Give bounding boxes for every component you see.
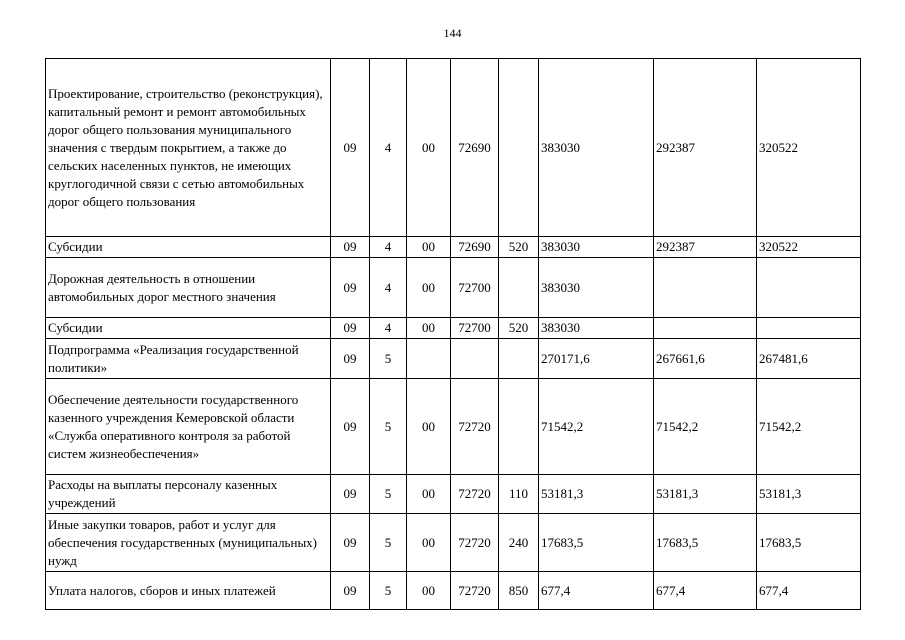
cell-subprogram: 00 [407, 475, 451, 514]
cell-direction: 72720 [451, 514, 499, 572]
cell-program: 5 [370, 572, 407, 610]
row-name: Дорожная деятельность в отношении автомобильных дорог местного значения [46, 258, 331, 318]
cell-expense-type [499, 59, 539, 237]
row-name: Обеспечение деятельности государственного казенного учреждения Кемеровской области «Служба оперативного контроля за работой систем жизнеобеспечения» [46, 379, 331, 475]
cell-subprogram: 00 [407, 237, 451, 258]
table-row [46, 339, 861, 379]
budget-table [45, 58, 861, 610]
cell-expense-type: 850 [499, 572, 539, 610]
cell-expense-type: 240 [499, 514, 539, 572]
cell-value-1: 270171,6 [539, 339, 654, 379]
cell-value-3: 320522 [757, 59, 861, 237]
cell-value-3 [757, 318, 861, 339]
cell-value-3: 677,4 [757, 572, 861, 610]
cell-direction [451, 339, 499, 379]
cell-subprogram [407, 339, 451, 379]
cell-subprogram: 00 [407, 572, 451, 610]
cell-direction: 72720 [451, 572, 499, 610]
cell-value-3: 17683,5 [757, 514, 861, 572]
cell-section: 09 [331, 514, 370, 572]
cell-value-2: 292387 [654, 59, 757, 237]
cell-program: 5 [370, 514, 407, 572]
cell-value-2: 53181,3 [654, 475, 757, 514]
cell-value-1: 383030 [539, 318, 654, 339]
cell-expense-type: 110 [499, 475, 539, 514]
cell-section: 09 [331, 475, 370, 514]
cell-direction: 72690 [451, 59, 499, 237]
cell-section: 09 [331, 339, 370, 379]
cell-program: 5 [370, 379, 407, 475]
cell-section: 09 [331, 572, 370, 610]
cell-subprogram: 00 [407, 379, 451, 475]
row-name: Уплата налогов, сборов и иных платежей [46, 572, 331, 610]
cell-subprogram: 00 [407, 258, 451, 318]
cell-value-2: 677,4 [654, 572, 757, 610]
cell-direction: 72700 [451, 318, 499, 339]
cell-direction: 72720 [451, 475, 499, 514]
cell-value-1: 71542,2 [539, 379, 654, 475]
cell-expense-type: 520 [499, 237, 539, 258]
cell-value-1: 383030 [539, 237, 654, 258]
cell-value-1: 383030 [539, 258, 654, 318]
table-row [46, 379, 861, 475]
cell-subprogram: 00 [407, 514, 451, 572]
table-row [46, 59, 861, 237]
cell-value-1: 53181,3 [539, 475, 654, 514]
cell-program: 5 [370, 339, 407, 379]
cell-program: 4 [370, 237, 407, 258]
cell-value-3 [757, 258, 861, 318]
table-row [46, 237, 861, 258]
cell-section: 09 [331, 318, 370, 339]
cell-subprogram: 00 [407, 318, 451, 339]
table-row [46, 475, 861, 514]
cell-direction: 72720 [451, 379, 499, 475]
row-name: Иные закупки товаров, работ и услуг для обеспечения государственных (муниципальных) нужд [46, 514, 331, 572]
cell-subprogram: 00 [407, 59, 451, 237]
cell-program: 4 [370, 318, 407, 339]
cell-expense-type [499, 379, 539, 475]
cell-program: 4 [370, 258, 407, 318]
cell-section: 09 [331, 237, 370, 258]
table-row [46, 318, 861, 339]
cell-direction: 72690 [451, 237, 499, 258]
cell-value-2: 267661,6 [654, 339, 757, 379]
cell-value-1: 383030 [539, 59, 654, 237]
cell-value-3: 267481,6 [757, 339, 861, 379]
cell-section: 09 [331, 59, 370, 237]
cell-expense-type [499, 339, 539, 379]
cell-value-1: 677,4 [539, 572, 654, 610]
cell-section: 09 [331, 379, 370, 475]
cell-expense-type: 520 [499, 318, 539, 339]
row-name: Расходы на выплаты персоналу казенных учреждений [46, 475, 331, 514]
table-row [46, 572, 861, 610]
table-row [46, 258, 861, 318]
cell-expense-type [499, 258, 539, 318]
cell-direction: 72700 [451, 258, 499, 318]
cell-value-2 [654, 318, 757, 339]
cell-value-3: 320522 [757, 237, 861, 258]
cell-value-3: 71542,2 [757, 379, 861, 475]
cell-program: 4 [370, 59, 407, 237]
cell-value-2: 17683,5 [654, 514, 757, 572]
row-name: Субсидии [46, 318, 331, 339]
page-number: 144 [443, 26, 462, 40]
row-name: Подпрограмма «Реализация государственной политики» [46, 339, 331, 379]
row-name: Субсидии [46, 237, 331, 258]
cell-program: 5 [370, 475, 407, 514]
cell-value-1: 17683,5 [539, 514, 654, 572]
row-name: Проектирование, строительство (реконструкция), капитальный ремонт и ремонт автомобильных дорог общего пользования муниципального значения с твердым покрытием, а также до сельских населенных пунктов, не имеющих круглогодичной связи с сетью автомобильных дорог общего пользования [46, 59, 331, 237]
table-row [46, 514, 861, 572]
cell-value-3: 53181,3 [757, 475, 861, 514]
cell-value-2: 71542,2 [654, 379, 757, 475]
cell-value-2: 292387 [654, 237, 757, 258]
cell-section: 09 [331, 258, 370, 318]
cell-value-2 [654, 258, 757, 318]
